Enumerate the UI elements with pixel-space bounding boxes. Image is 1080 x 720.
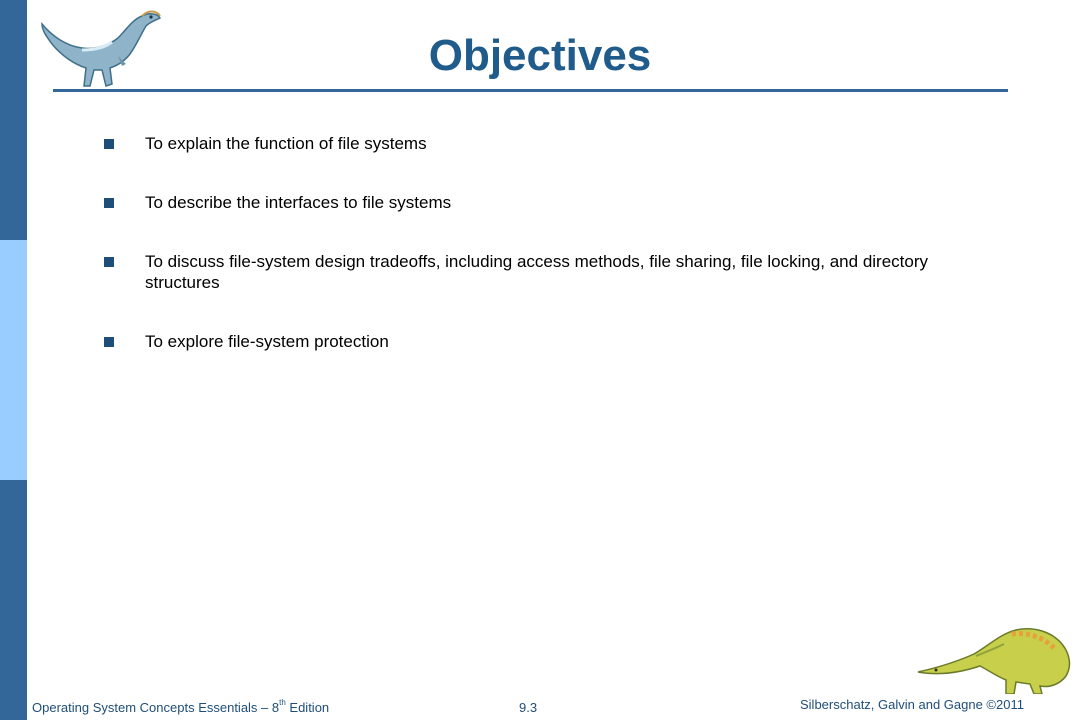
footer-edition-superscript: th	[279, 698, 286, 707]
sidebar-stripe-bottom	[0, 480, 27, 720]
footer-book-title-text: Operating System Concepts Essentials – 8	[32, 700, 280, 715]
footer-copyright: Silberschatz, Galvin and Gagne ©2011	[800, 697, 1024, 712]
title-divider	[53, 89, 1008, 92]
dinosaur-icon	[916, 618, 1074, 694]
slide-title: Objectives	[428, 31, 652, 80]
footer-book-title	[32, 700, 329, 715]
list-item-text: To describe the interfaces to file systems	[145, 193, 452, 212]
square-bullet-icon	[104, 198, 114, 208]
list-item-text: To explain the function of file systems	[145, 134, 427, 153]
footer-edition-word: Edition	[285, 700, 330, 715]
square-bullet-icon	[104, 139, 114, 149]
square-bullet-icon	[104, 337, 114, 347]
sidebar-stripe-middle	[0, 240, 27, 480]
page-number: 9.3	[519, 700, 538, 715]
square-bullet-icon	[104, 257, 114, 267]
list-item-text: To discuss file-system design tradeoffs, including access methods, file sharing, file locking, and directory structures	[145, 252, 929, 292]
list-item-text: To explore file-system protection	[145, 332, 389, 351]
